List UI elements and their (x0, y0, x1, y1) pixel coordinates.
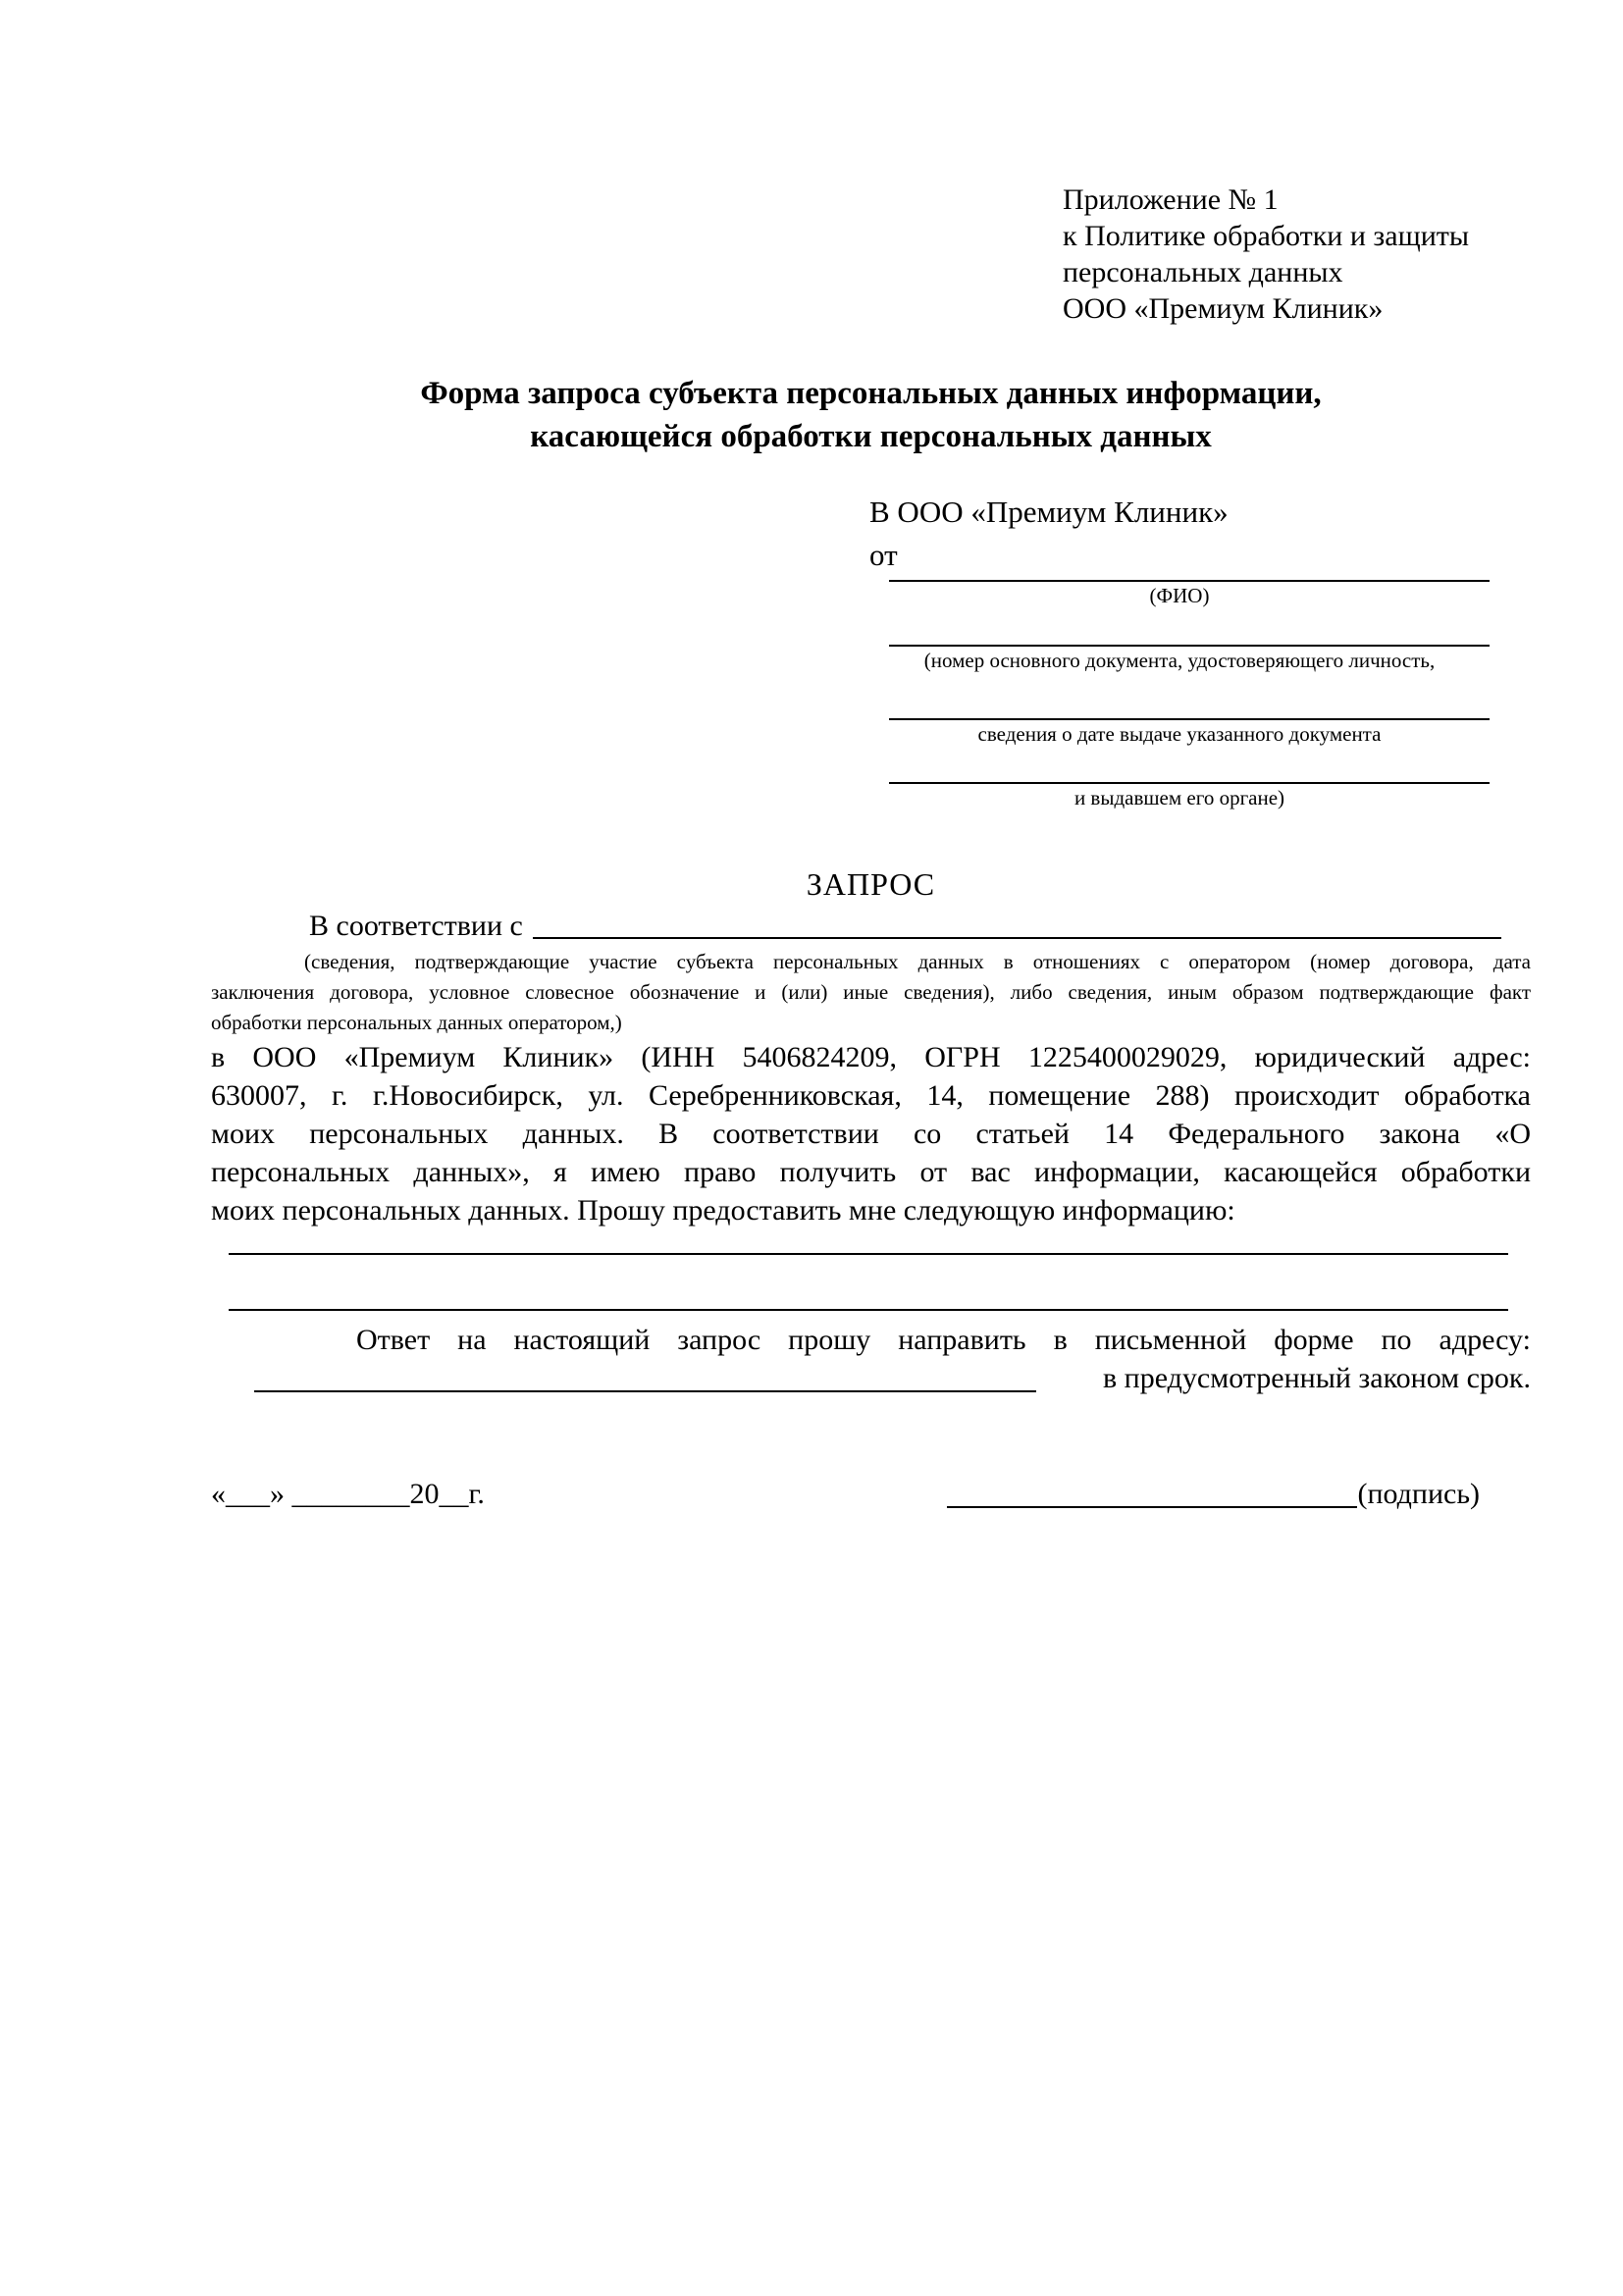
recipient-block (869, 494, 1490, 809)
issue-org-blank-line[interactable] (889, 782, 1490, 784)
request-heading: ЗАПРОС (806, 866, 936, 902)
text-line: Приложение № 1 (1063, 183, 1279, 216)
text-line: в ООО «Премиум Клиник» (ИНН 5406824209, ОГРН 1225400029029, юридический адрес: (211, 1041, 1531, 1073)
appendix-block (1063, 182, 1531, 327)
signature-cell (947, 1476, 1480, 1513)
request-body (211, 1038, 1531, 1229)
text-line: 630007, г. г.Новосибирск, ул. Серебренниковская, 14, помещение 288) происходит обработка (211, 1079, 1531, 1112)
intro-blank-line[interactable] (533, 937, 1501, 939)
text-line: Форма запроса субъекта персональных данных информации, (420, 376, 1322, 411)
text-line: заключения договора, условное словесное обозначение и (или) иные сведения), либо сведения, иным образом подтверждающие факт (211, 980, 1531, 1004)
info-blank-line-2[interactable] (229, 1309, 1508, 1311)
doc-number-blank-line[interactable] (889, 645, 1490, 647)
doc-number-caption: (номер основного документа, удостоверяющего личность, (923, 649, 1436, 672)
text-line: касающейся обработки персональных данных (530, 419, 1212, 454)
text-line: к Политике обработки и защиты (1063, 220, 1470, 252)
intro-label: В соответствии с (309, 910, 523, 942)
text-line: ООО «Премиум Клиник» (1063, 292, 1384, 325)
date-signature-row (211, 1476, 1531, 1513)
text-line: персональных данных», я имею право получить от вас информации, касающейся обработки (211, 1156, 1531, 1188)
signature-caption: (подпись) (1357, 1478, 1480, 1510)
text-line: (сведения, подтверждающие участие субъекта персональных данных в отношениях с оператором (номер договора, дата (304, 950, 1531, 973)
fio-caption: (ФИО) (1149, 584, 1210, 607)
issue-org-caption: и выдавшем его органе) (1073, 786, 1285, 809)
footnote-text (211, 947, 1531, 1038)
signature-blank-line[interactable] (947, 1506, 1357, 1508)
intro-row (211, 907, 1501, 945)
recipient-from-label: от (869, 538, 898, 572)
text-line: персональных данных (1063, 256, 1343, 288)
issue-date-caption: сведения о дате выдаче указанного документа (977, 722, 1382, 746)
text-line: моих персональных данных. Прошу предоставить мне следующую информацию: (211, 1194, 1235, 1226)
text-line: обработки персональных данных оператором,) (211, 1011, 622, 1034)
reply-address-row (211, 1359, 1531, 1397)
date-blank[interactable]: «___» ________20__г. (211, 1478, 485, 1510)
reply-sentence: Ответ на настоящий запрос прошу направить в письменной форме по адресу: (356, 1324, 1531, 1356)
info-blank-line-1[interactable] (229, 1253, 1508, 1255)
reply-tail: в предусмотренный законом срок. (1103, 1362, 1531, 1394)
reply-address-blank-line[interactable] (254, 1390, 1036, 1392)
fio-blank-line[interactable] (889, 580, 1490, 582)
recipient-to: В ООО «Премиум Клиник» (869, 495, 1229, 529)
document-title (211, 372, 1531, 458)
issue-date-blank-line[interactable] (889, 718, 1490, 720)
text-line: моих персональных данных. В соответствии со статьей 14 Федерального закона «О (211, 1118, 1531, 1150)
